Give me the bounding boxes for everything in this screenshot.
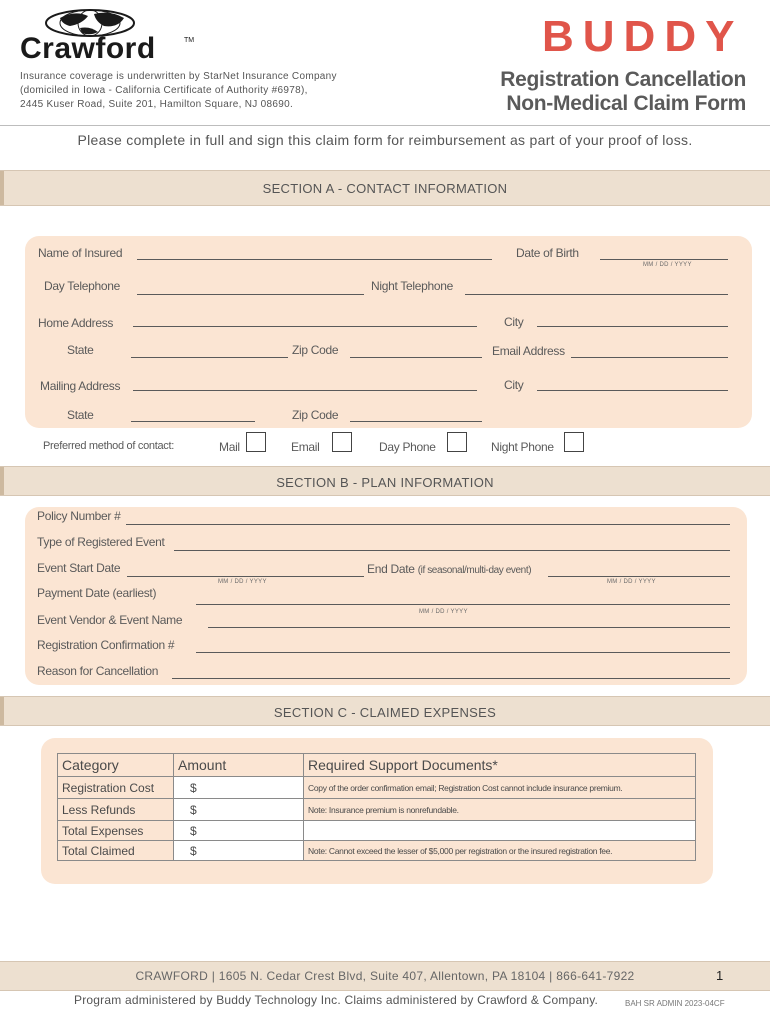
end-date-field[interactable] xyxy=(548,576,730,577)
home-address-field[interactable] xyxy=(133,326,477,327)
contact-night-phone-label: Night Phone xyxy=(491,440,554,454)
event-start-field[interactable] xyxy=(127,576,364,577)
trademark-mark: TM xyxy=(184,37,195,44)
amount-cell[interactable]: $ xyxy=(174,777,304,799)
end-date-label: End Date (if seasonal/multi-day event) xyxy=(367,562,532,576)
event-type-label: Type of Registered Event xyxy=(37,535,165,549)
contact-mail-label: Mail xyxy=(219,440,240,454)
mailing-address-label: Mailing Address xyxy=(40,379,121,393)
dob-format-hint: MM / DD / YYYY xyxy=(643,262,692,268)
section-c-bar xyxy=(0,696,770,726)
form-code: BAH SR ADMIN 2023-04CF xyxy=(625,999,725,1008)
contact-email-label: Email xyxy=(291,440,320,454)
footer-address: CRAWFORD | 1605 N. Cedar Crest Blvd, Suite 407, Allentown, PA 18104 | 866-641-7922 xyxy=(135,969,635,983)
payment-date-field[interactable] xyxy=(196,604,730,605)
doc-note: Copy of the order confirmation email; Registration Cost cannot include insurance premium. xyxy=(304,777,696,799)
vendor-name-field[interactable] xyxy=(208,627,730,628)
reason-field[interactable] xyxy=(172,678,730,679)
name-of-insured-label: Name of Insured xyxy=(38,246,123,260)
state-field[interactable] xyxy=(131,357,288,358)
doc-note: Note: Cannot exceed the lesser of $5,000 per registration or the insured registration fee. xyxy=(304,841,696,861)
email-address-field[interactable] xyxy=(571,357,728,358)
date-of-birth-label: Date of Birth xyxy=(516,246,579,260)
mailing-city-field[interactable] xyxy=(537,390,728,391)
event-start-format-hint: MM / DD / YYYY xyxy=(218,579,267,585)
day-telephone-label: Day Telephone xyxy=(44,279,120,293)
crawford-logo: Crawford xyxy=(20,32,156,65)
contact-day-phone-label: Day Phone xyxy=(379,440,436,454)
zip-code-label: Zip Code xyxy=(292,343,339,357)
payment-date-format-hint: MM / DD / YYYY xyxy=(419,609,468,615)
city-label: City xyxy=(504,315,524,329)
event-start-label: Event Start Date xyxy=(37,561,121,575)
night-telephone-label: Night Telephone xyxy=(371,279,454,293)
header-category: Category xyxy=(58,754,174,777)
intro-text: Please complete in full and sign this claim form for reimbursement as part of your proof of loss. xyxy=(77,132,693,148)
preferred-contact-label: Preferred method of contact: xyxy=(43,440,175,452)
amount-cell[interactable]: $ xyxy=(174,799,304,821)
contact-day-phone-checkbox[interactable] xyxy=(447,432,467,452)
section-b-bar xyxy=(0,466,770,496)
row-category: Registration Cost xyxy=(58,777,174,799)
state-label: State xyxy=(67,343,94,357)
header-divider xyxy=(0,125,770,126)
mailing-city-label: City xyxy=(504,378,524,392)
zip-code-field[interactable] xyxy=(350,357,482,358)
contact-night-phone-checkbox[interactable] xyxy=(564,432,584,452)
buddy-logo: BUDDY xyxy=(542,12,744,61)
night-telephone-field[interactable] xyxy=(465,294,728,295)
table-row xyxy=(58,799,696,821)
section-c-title: SECTION C - CLAIMED EXPENSES xyxy=(273,705,497,720)
policy-number-field[interactable] xyxy=(126,524,730,525)
underwriter-info: Insurance coverage is underwritten by StarNet Insurance Company (domiciled in Iowa - California Certificate of Authority #6978), 2445 Kuser Road, Suite 201, Hamilton Square, NJ 08690. xyxy=(20,71,337,110)
header-documents: Required Support Documents* xyxy=(304,754,696,777)
table-row xyxy=(58,821,696,841)
row-category: Total Claimed xyxy=(58,841,174,861)
row-category: Total Expenses xyxy=(58,821,174,841)
event-type-field[interactable] xyxy=(174,550,730,551)
header-amount: Amount xyxy=(174,754,304,777)
city-field[interactable] xyxy=(537,326,728,327)
end-date-format-hint: MM / DD / YYYY xyxy=(607,579,656,585)
mailing-zip-field[interactable] xyxy=(350,421,482,422)
vendor-name-label: Event Vendor & Event Name xyxy=(37,613,183,627)
policy-number-label: Policy Number # xyxy=(37,509,121,523)
admin-note: Program administered by Buddy Technology Inc. Claims administered by Crawford & Company. xyxy=(74,993,599,1007)
doc-note: Note: Insurance premium is nonrefundable. xyxy=(304,799,696,821)
date-of-birth-field[interactable] xyxy=(600,259,728,260)
amount-cell[interactable]: $ xyxy=(174,841,304,861)
mailing-state-label: State xyxy=(67,408,94,422)
reason-label: Reason for Cancellation xyxy=(37,664,159,678)
confirmation-field[interactable] xyxy=(196,652,730,653)
claimed-expenses-table xyxy=(57,753,696,861)
mailing-zip-label: Zip Code xyxy=(292,408,339,422)
doc-note xyxy=(304,821,696,841)
confirmation-label: Registration Confirmation # xyxy=(37,638,175,652)
table-row xyxy=(58,841,696,861)
home-address-label: Home Address xyxy=(38,316,114,330)
mailing-state-field[interactable] xyxy=(131,421,255,422)
day-telephone-field[interactable] xyxy=(137,294,364,295)
table-row xyxy=(58,777,696,799)
mailing-address-field[interactable] xyxy=(133,390,477,391)
table-header-row xyxy=(58,754,696,777)
payment-date-label: Payment Date (earliest) xyxy=(37,586,157,600)
page-number: 1 xyxy=(716,968,724,983)
email-address-label: Email Address xyxy=(492,344,565,358)
row-category: Less Refunds xyxy=(58,799,174,821)
form-title: Registration Cancellation Non-Medical Claim Form xyxy=(500,68,746,115)
name-of-insured-field[interactable] xyxy=(137,259,492,260)
section-a-title: SECTION A - CONTACT INFORMATION xyxy=(262,181,508,196)
contact-mail-checkbox[interactable] xyxy=(246,432,266,452)
section-b-title: SECTION B - PLAN INFORMATION xyxy=(276,475,494,490)
contact-email-checkbox[interactable] xyxy=(332,432,352,452)
section-a-bar xyxy=(0,170,770,206)
amount-cell[interactable]: $ xyxy=(174,821,304,841)
